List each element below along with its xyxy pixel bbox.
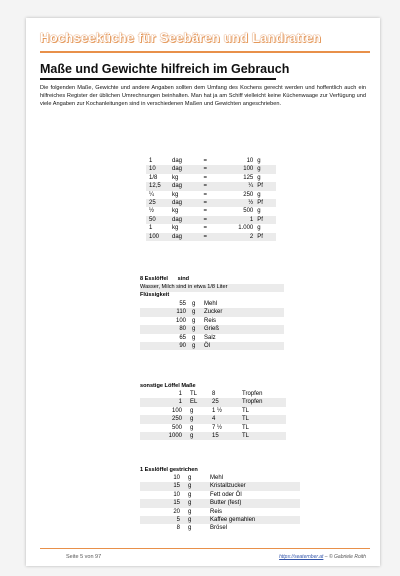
other-row-cell: TL (242, 415, 286, 423)
section-heading: Maße und Gewichte hilfreich im Gebrauch (40, 62, 290, 76)
page-number: Seite 5 von 97 (66, 554, 102, 560)
other-row (140, 407, 286, 415)
level-spoon-row (140, 499, 300, 507)
units-row-cell: ¼ (218, 182, 258, 190)
other-row-cell: 4 (212, 415, 242, 423)
header-divider (40, 51, 370, 53)
spoon-row-cell: g (192, 308, 204, 316)
spoon-row (140, 342, 284, 350)
units-row-cell: dag (172, 158, 183, 164)
level-spoon-row (140, 474, 300, 482)
level-spoon-row-cell: Mehl (210, 475, 224, 481)
spoon-row-cell: Mehl (204, 301, 218, 307)
level-spoon-row-cell: g (188, 508, 192, 515)
heading-underline (40, 78, 276, 80)
level-spoon-row-cell: Fett oder Öl (210, 491, 242, 498)
units-row-cell: Pf (257, 233, 276, 241)
units-row-cell: = (203, 191, 208, 198)
other-row-cell: Tropfen (242, 391, 263, 397)
spoon-row-cell: 100 (175, 317, 186, 324)
level-spoon-row-cell: g (188, 499, 210, 507)
level-spoon-row-cell: 15 (140, 499, 188, 507)
other-row-cell: TL (242, 432, 286, 440)
level-spoon-row (140, 482, 300, 490)
units-row-cell: dag (172, 199, 193, 207)
units-row-cell: 1/8 (149, 174, 158, 181)
spoon-table (140, 300, 284, 350)
units-row-cell: 250 (243, 191, 254, 198)
other-row-cell: g (190, 415, 212, 423)
units-row (146, 233, 276, 241)
units-row-cell: g (257, 191, 261, 198)
units-row-cell: 10 (146, 165, 172, 173)
level-spoon-table (140, 474, 300, 533)
units-row-cell: dag (172, 182, 193, 190)
units-row-cell: = (193, 216, 218, 224)
spoon-row-cell: Reis (204, 317, 217, 324)
units-row-cell: = (203, 174, 208, 181)
other-row-cell: Tropfen (242, 398, 286, 406)
spoon-row-cell: Salz (204, 334, 216, 341)
other-row-cell: 100 (171, 407, 182, 414)
level-spoon-row-cell: g (188, 491, 192, 498)
spoon-header-count: 8 Esslöffel (140, 276, 168, 282)
spoon-note-line2: Flüssigkeit (140, 291, 170, 298)
footer-divider (40, 548, 370, 549)
units-row-cell: dag (172, 233, 193, 241)
level-spoon-row-cell: g (188, 482, 210, 490)
spoon-row-cell: g (192, 342, 204, 350)
units-row-cell: g (257, 165, 276, 173)
other-row-cell: g (190, 407, 194, 414)
level-spoon-row-cell: g (188, 525, 192, 532)
footer-credit (279, 554, 366, 560)
units-row-cell: ½ (149, 208, 155, 215)
spoon-row-cell: g (192, 317, 196, 324)
other-row-cell: 7 ½ (212, 424, 223, 431)
other-row (140, 424, 286, 432)
units-row-cell: kg (172, 174, 179, 181)
level-spoon-row-cell: Kristallzucker (210, 482, 300, 490)
units-row-cell: dag (172, 165, 193, 173)
other-row-cell: TL (190, 391, 198, 397)
level-spoon-title: 1 Esslöffel gestrichen (140, 467, 198, 473)
other-row-cell: 1 (178, 391, 182, 397)
units-row-cell: Pf (257, 216, 276, 224)
other-row-cell: TL (242, 424, 250, 431)
other-row-cell: 500 (171, 424, 182, 431)
units-row-cell: Pf (257, 182, 276, 190)
spoon-table-header (140, 276, 284, 299)
level-spoon-row-cell: 10 (173, 475, 180, 481)
units-row-cell: 100 (146, 233, 172, 241)
units-row-cell: 25 (146, 199, 172, 207)
other-measures-title: sonstige Löffel Maße (140, 383, 196, 389)
footer-copyright: – © Gabriele Roith (323, 554, 366, 560)
units-row-cell: dag (172, 216, 193, 224)
spoon-row-cell: g (192, 334, 196, 341)
other-row-cell: 250 (140, 415, 190, 423)
other-row-cell: 25 (212, 398, 242, 406)
units-row-cell: kg (172, 208, 179, 215)
spoon-row (140, 308, 284, 316)
units-row-cell: 12,5 (146, 182, 172, 190)
spoon-row-cell: Grieß (204, 325, 284, 333)
other-row-cell: TL (242, 407, 250, 414)
level-spoon-row-cell: g (188, 516, 210, 524)
level-spoon-row-cell: 5 (140, 516, 188, 524)
other-row (140, 415, 286, 423)
spoon-header-label: sind (177, 276, 190, 282)
units-row (146, 174, 276, 182)
other-row-cell: g (190, 424, 194, 431)
level-spoon-row (140, 516, 300, 524)
units-row (146, 207, 276, 215)
level-spoon-row-cell: 8 (176, 525, 180, 532)
units-row-cell: 1 (149, 158, 153, 164)
spoon-row-cell: 90 (140, 342, 192, 350)
spoon-row-cell: Zucker (204, 308, 284, 316)
units-row-cell: 10 (246, 158, 254, 164)
other-row (140, 432, 286, 440)
units-row-cell: g (257, 225, 261, 232)
units-row-cell: 1 (218, 216, 258, 224)
units-row (146, 224, 276, 232)
units-row-cell: 500 (243, 208, 254, 215)
spoon-header-row (140, 276, 284, 284)
units-row-cell: = (203, 225, 208, 232)
level-spoon-row (140, 524, 300, 532)
spoon-row-cell: g (192, 301, 196, 307)
level-spoon-row (140, 508, 300, 516)
other-row-cell: 1000 (140, 432, 190, 440)
level-spoon-row-cell: 20 (173, 508, 180, 515)
spoon-row-cell: 80 (140, 325, 192, 333)
document-title: Hochseeküche für Seebären und Landratten (40, 30, 322, 45)
level-spoon-row-cell: g (188, 475, 192, 481)
level-spoon-row-cell: 10 (173, 491, 180, 498)
units-row-cell: Pf (257, 199, 276, 207)
level-spoon-row (140, 491, 300, 499)
level-spoon-row-cell: Reis (210, 508, 223, 515)
spoon-row (140, 300, 284, 308)
level-spoon-row-cell: 15 (140, 482, 188, 490)
spoon-note-line1: Wasser, Milch sind in etwa 1/8 Liter (140, 284, 284, 292)
units-row-cell: 50 (146, 216, 172, 224)
spoon-row (140, 334, 284, 342)
spoon-row-cell: Öl (204, 342, 284, 350)
units-row-cell: = (193, 182, 218, 190)
units-row-cell: 125 (243, 174, 254, 181)
other-row-cell: EL (190, 398, 212, 406)
level-spoon-row-cell: Kaffee gemahlen (210, 516, 300, 524)
footer-link[interactable]: https://seaternber.at (279, 554, 324, 560)
units-row-cell: kg (172, 191, 179, 198)
spoon-row-cell: 110 (140, 308, 192, 316)
units-row-cell: = (193, 199, 218, 207)
units-row (146, 191, 276, 199)
other-row-cell: g (190, 432, 212, 440)
units-row-cell: = (203, 158, 208, 164)
units-row (146, 216, 276, 224)
other-row-cell: 1 ½ (212, 407, 223, 414)
units-row-cell: g (257, 174, 261, 181)
other-row (140, 390, 286, 398)
units-row-cell: g (257, 208, 261, 215)
units-row (146, 199, 276, 207)
units-table (146, 157, 276, 241)
document-page (26, 18, 380, 566)
intro-paragraph: Die folgenden Maße, Gewichte und andere Angaben sollten dem Umfang des Kochens gerecht werden und hoffentlich auch ein hilfreiches Register der üblichen Umrechnungen beinhalten. Man hat ja am Schiff vielleicht keine Küchenwaage zur Verfügung und viele Angaben zur Kochanleitungen sind in verschiedenen Maßen und Gewichten angeschrieben. (40, 85, 366, 107)
units-row (146, 165, 276, 173)
units-row (146, 182, 276, 190)
other-row-cell: 1 (140, 398, 190, 406)
spoon-row-cell: g (192, 325, 204, 333)
units-row-cell: = (193, 165, 218, 173)
level-spoon-row-cell: Butter (fest) (210, 499, 300, 507)
spoon-row-cell: 55 (179, 301, 186, 307)
units-row-cell: 2 (218, 233, 258, 241)
units-row (146, 157, 276, 165)
spoon-row (140, 317, 284, 325)
spoon-row (140, 325, 284, 333)
other-measures-table (140, 390, 286, 440)
spoon-row-cell: 65 (179, 334, 186, 341)
units-row-cell: ½ (218, 199, 258, 207)
other-row (140, 398, 286, 406)
units-row-cell: g (257, 158, 261, 164)
units-row-cell: = (203, 208, 208, 215)
other-row-cell: 8 (212, 391, 216, 397)
level-spoon-row-cell: Brösel (210, 525, 228, 532)
units-row-cell: 100 (218, 165, 258, 173)
units-row-cell: 1.000 (238, 225, 254, 232)
units-row-cell: = (193, 233, 218, 241)
units-row-cell: ¼ (149, 191, 155, 198)
units-row-cell: 1 (149, 225, 153, 232)
header-banner (26, 18, 380, 54)
units-row-cell: kg (172, 225, 179, 232)
other-row-cell: 15 (212, 432, 242, 440)
